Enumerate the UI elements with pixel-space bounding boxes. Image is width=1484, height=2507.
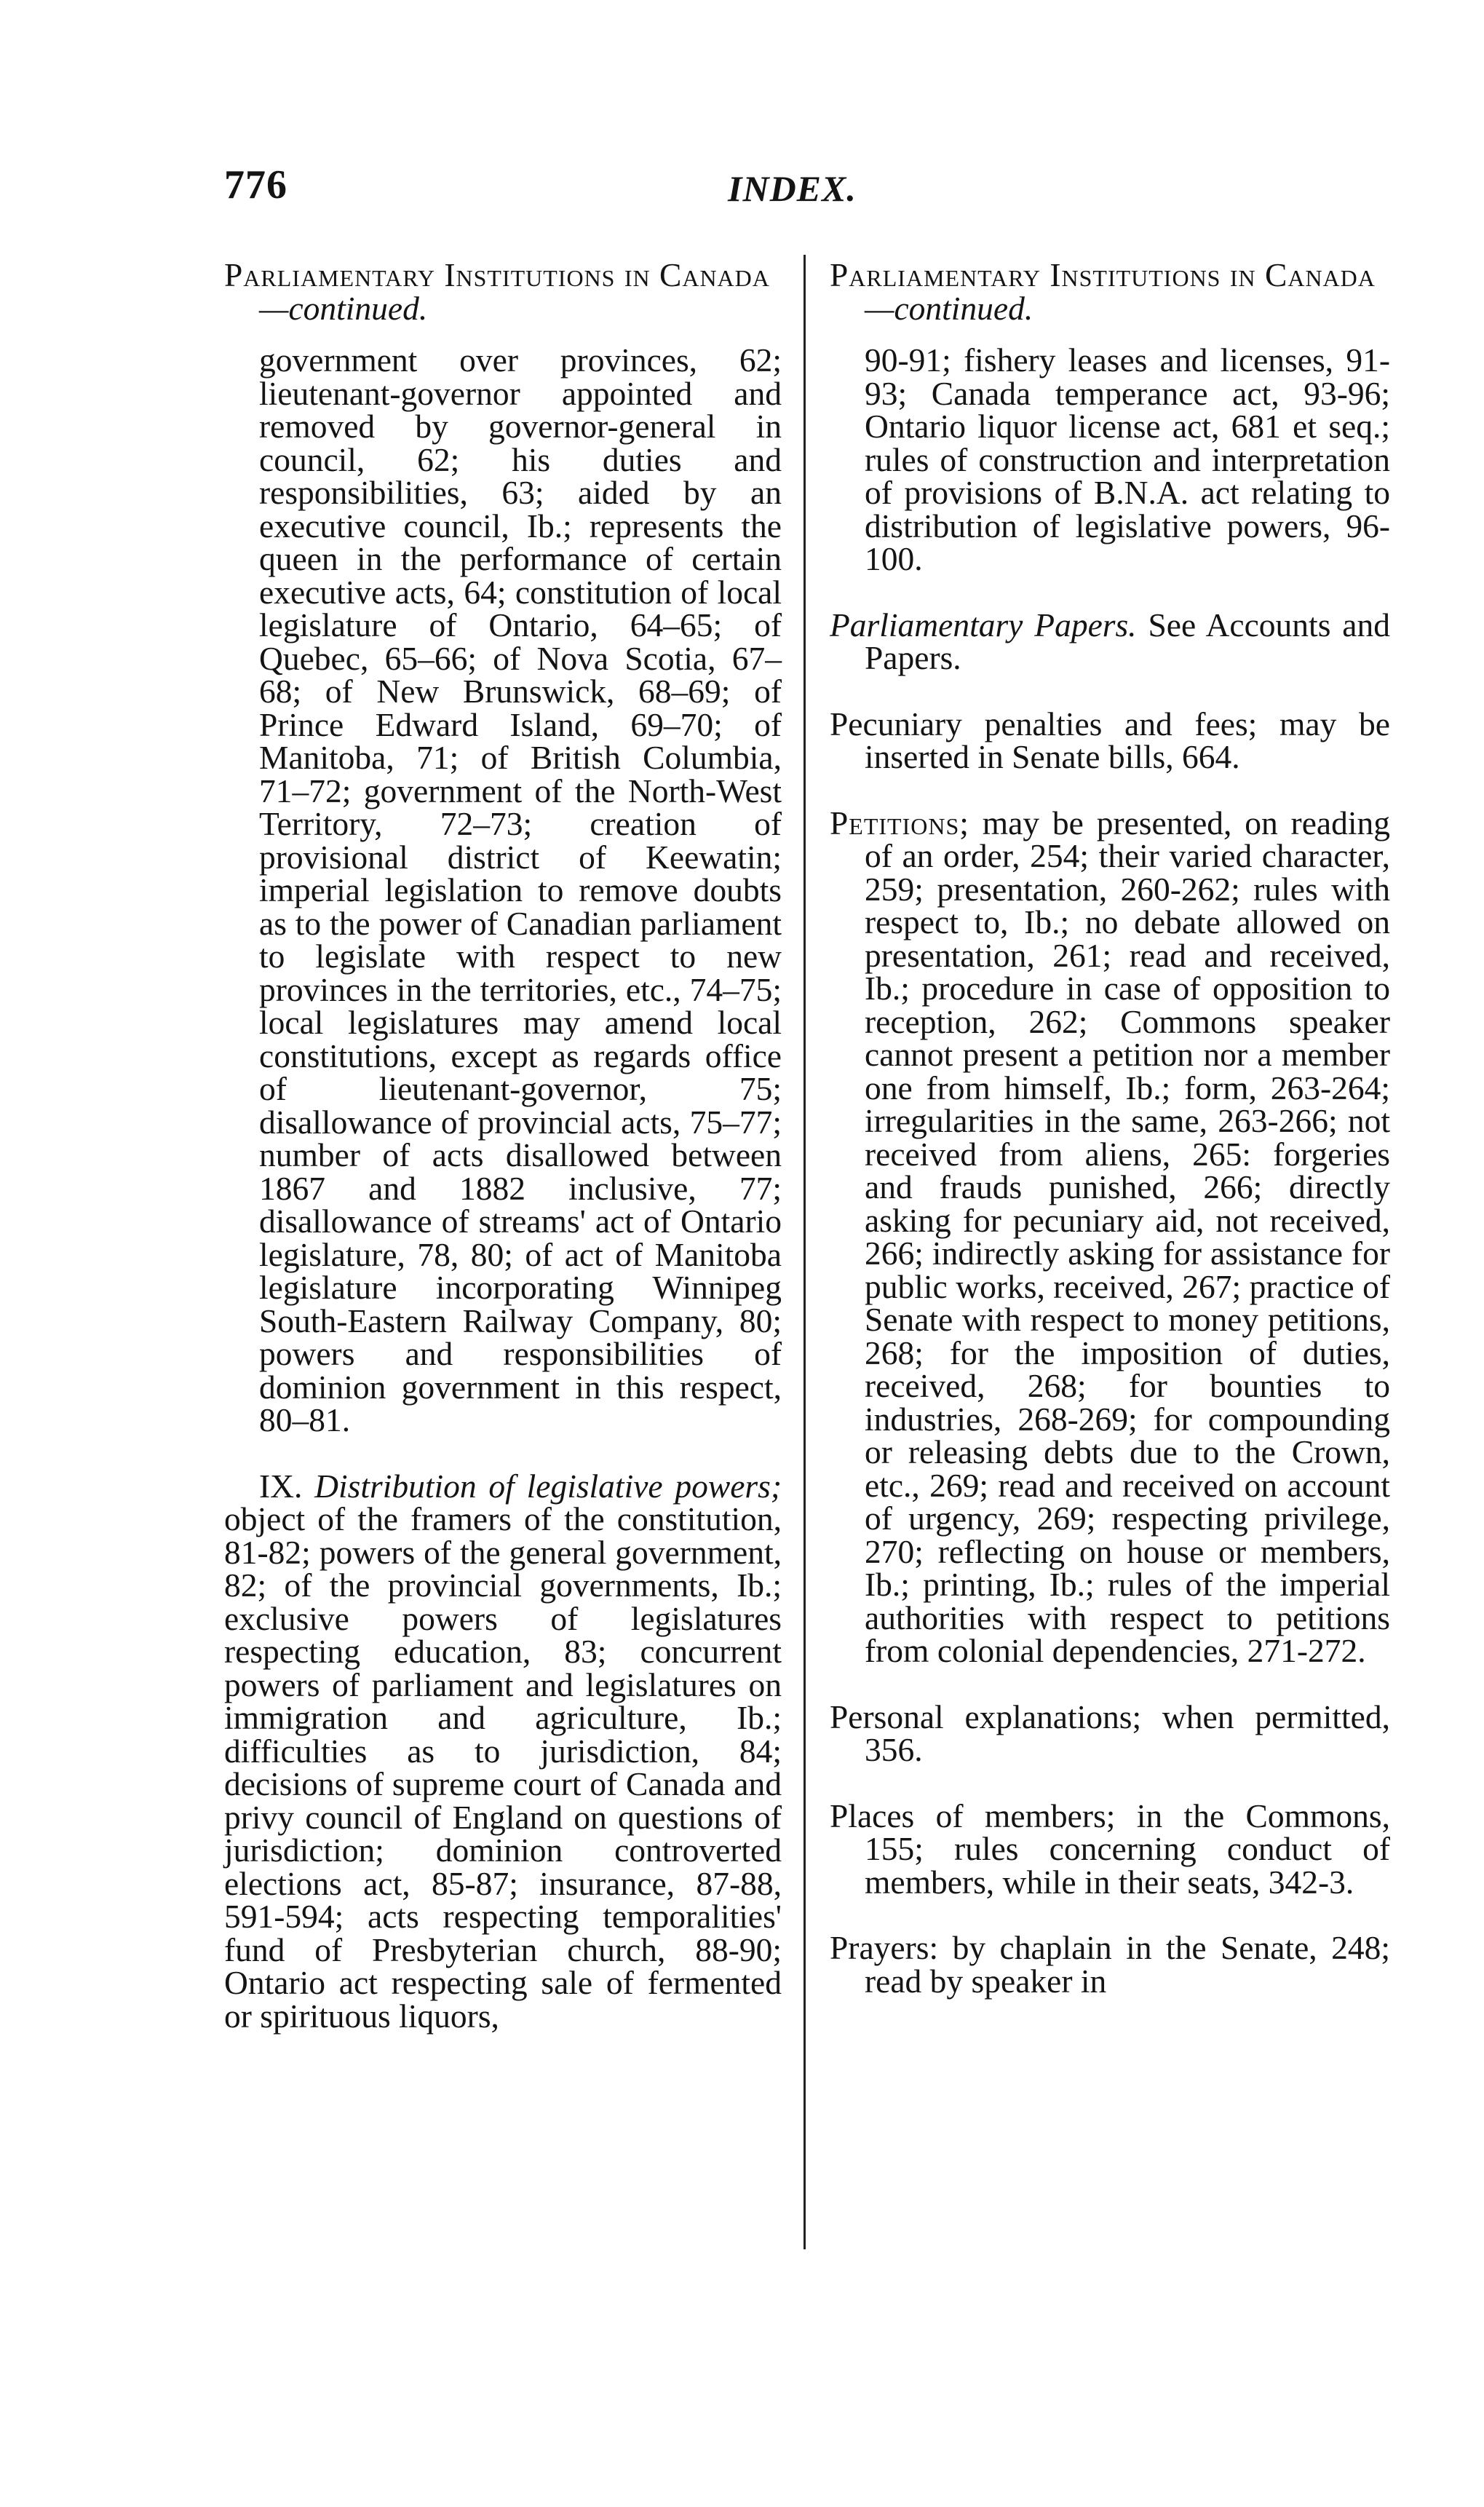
heading-caps: Parliamentary Institutions in Canada bbox=[224, 256, 770, 293]
entry-head: Pecuniary penalties and fees; bbox=[830, 705, 1258, 742]
index-entry bbox=[830, 1700, 1390, 1767]
entry-head: Parliamentary Papers. bbox=[830, 606, 1137, 643]
entry-text: See Accounts and Papers. bbox=[865, 606, 1390, 676]
entry-text: by chaplain in the Senate, 248; read by speaker in bbox=[865, 1929, 1391, 2000]
page-number: 776 bbox=[224, 162, 287, 207]
entry-head: Places of members; bbox=[830, 1797, 1116, 1834]
entry-text: when permitted, 356. bbox=[865, 1698, 1390, 1768]
entry-text: may be inserted in Senate bills, 664. bbox=[865, 705, 1390, 775]
index-entry bbox=[830, 1929, 1391, 2000]
section-numeral: IX. bbox=[259, 1467, 303, 1505]
continued-heading bbox=[830, 258, 1390, 325]
right-column bbox=[830, 256, 1391, 2000]
heading-continued: —continued. bbox=[865, 289, 1033, 327]
section-title: Distribution of legislative powers; bbox=[314, 1467, 782, 1505]
left-column bbox=[224, 256, 782, 2035]
entry-text: may be presented, on reading of an order, 254; their varied character, 259; presentation, 260-262; rules with respect to, Ib.; no debate allowed on presentation, 261; read and received, Ib.; procedure in case of opposition to reception, 262; Commons speaker cannot present a petition nor a member one from himself, Ib.; form, 263-264; irregularities in the same, 263-266; not received from aliens, 265: forgeries and frauds punished, 266; directly asking for pecuniary aid, not received, 266; indirectly asking for assistance for public works, received, 267; practice of Senate with respect to money petitions, 268; for the imposition of duties, received, 268; for bounties to industries, 268-269; for compounding or releasing debts due to the Crown, etc., 269; read and received on account of urgency, 269; respecting privilege, 270; reflecting on house or members, Ib.; printing, Ib.; rules of the imperial authorities with respect to petitions from colonial dependencies, 271-272. bbox=[865, 804, 1390, 1669]
index-paragraph: 90-91; fishery leases and licenses, 91-93; Canada temperance act, 93-96; Ontario liquor license act, 681 et seq.; rules of construction and interpretation of provisions of B.N.A. act relating to distribution of legislative powers, 96-100. bbox=[865, 341, 1390, 577]
index-entry bbox=[830, 705, 1390, 775]
section-text: object of the framers of the constitution, 81-82; powers of the general government, 82; of the provincial governments, Ib.; exclusive powers of legislatures respecting education, 83; concurrent powers of parliament and legislatures on immigration and agriculture, Ib.; difficulties as to jurisdiction, 84; decisions of supreme court of Canada and privy council of England on questions of jurisdiction; dominion controverted elections act, 85-87; insurance, 87-88, 591-594; acts respecting temporalities' fund of Presbyterian church, 88-90; Ontario act respecting sale of fermented or spirituous liquors, bbox=[224, 1500, 782, 2035]
section-paragraph bbox=[224, 1467, 782, 2035]
heading-continued: —continued. bbox=[259, 289, 428, 327]
entry-head: Personal explanations; bbox=[830, 1698, 1142, 1735]
index-entry bbox=[830, 606, 1390, 676]
heading-caps: Parliamentary Institutions in Canada bbox=[830, 256, 1376, 293]
continued-heading bbox=[224, 258, 782, 325]
index-paragraph: government over provinces, 62; lieutenant-governor appointed and removed by governor-general in council, 62; his duties and responsibilities, 63; aided by an executive council, Ib.; represents the queen in the performance of certain executive acts, 64; constitution of local legislature of Ontario, 64–65; of Quebec, 65–66; of Nova Scotia, 67–68; of New Brunswick, 68–69; of Prince Edward Island, 69–70; of Manitoba, 71; of British Columbia, 71–72; government of the North-West Territory, 72–73; creation of provisional district of Keewatin; imperial legislation to remove doubts as to the power of Canadian parliament to legislate with respect to new provinces in the territories, etc., 74–75; local legislatures may amend local constitutions, except as regards office of lieutenant-governor, 75; disallowance of provincial acts, 75–77; number of acts disallowed between 1867 and 1882 inclusive, 77; disallowance of streams' act of Ontario legislature, 78, 80; of act of Manitoba legislature incorporating Winnipeg South-Eastern Railway Company, 80; powers and responsibilities of dominion government in this respect, 80–81. bbox=[259, 341, 782, 1438]
entry-text: in the Commons, 155; rules concerning conduct of members, while in their seats, 342-3. bbox=[865, 1797, 1390, 1901]
running-title: INDEX. bbox=[728, 168, 857, 209]
index-entry bbox=[830, 804, 1390, 1669]
entry-head: Prayers: bbox=[830, 1929, 939, 1966]
entry-head: Petitions; bbox=[830, 804, 969, 841]
index-entry bbox=[830, 1799, 1390, 1899]
column-divider bbox=[803, 255, 806, 2249]
